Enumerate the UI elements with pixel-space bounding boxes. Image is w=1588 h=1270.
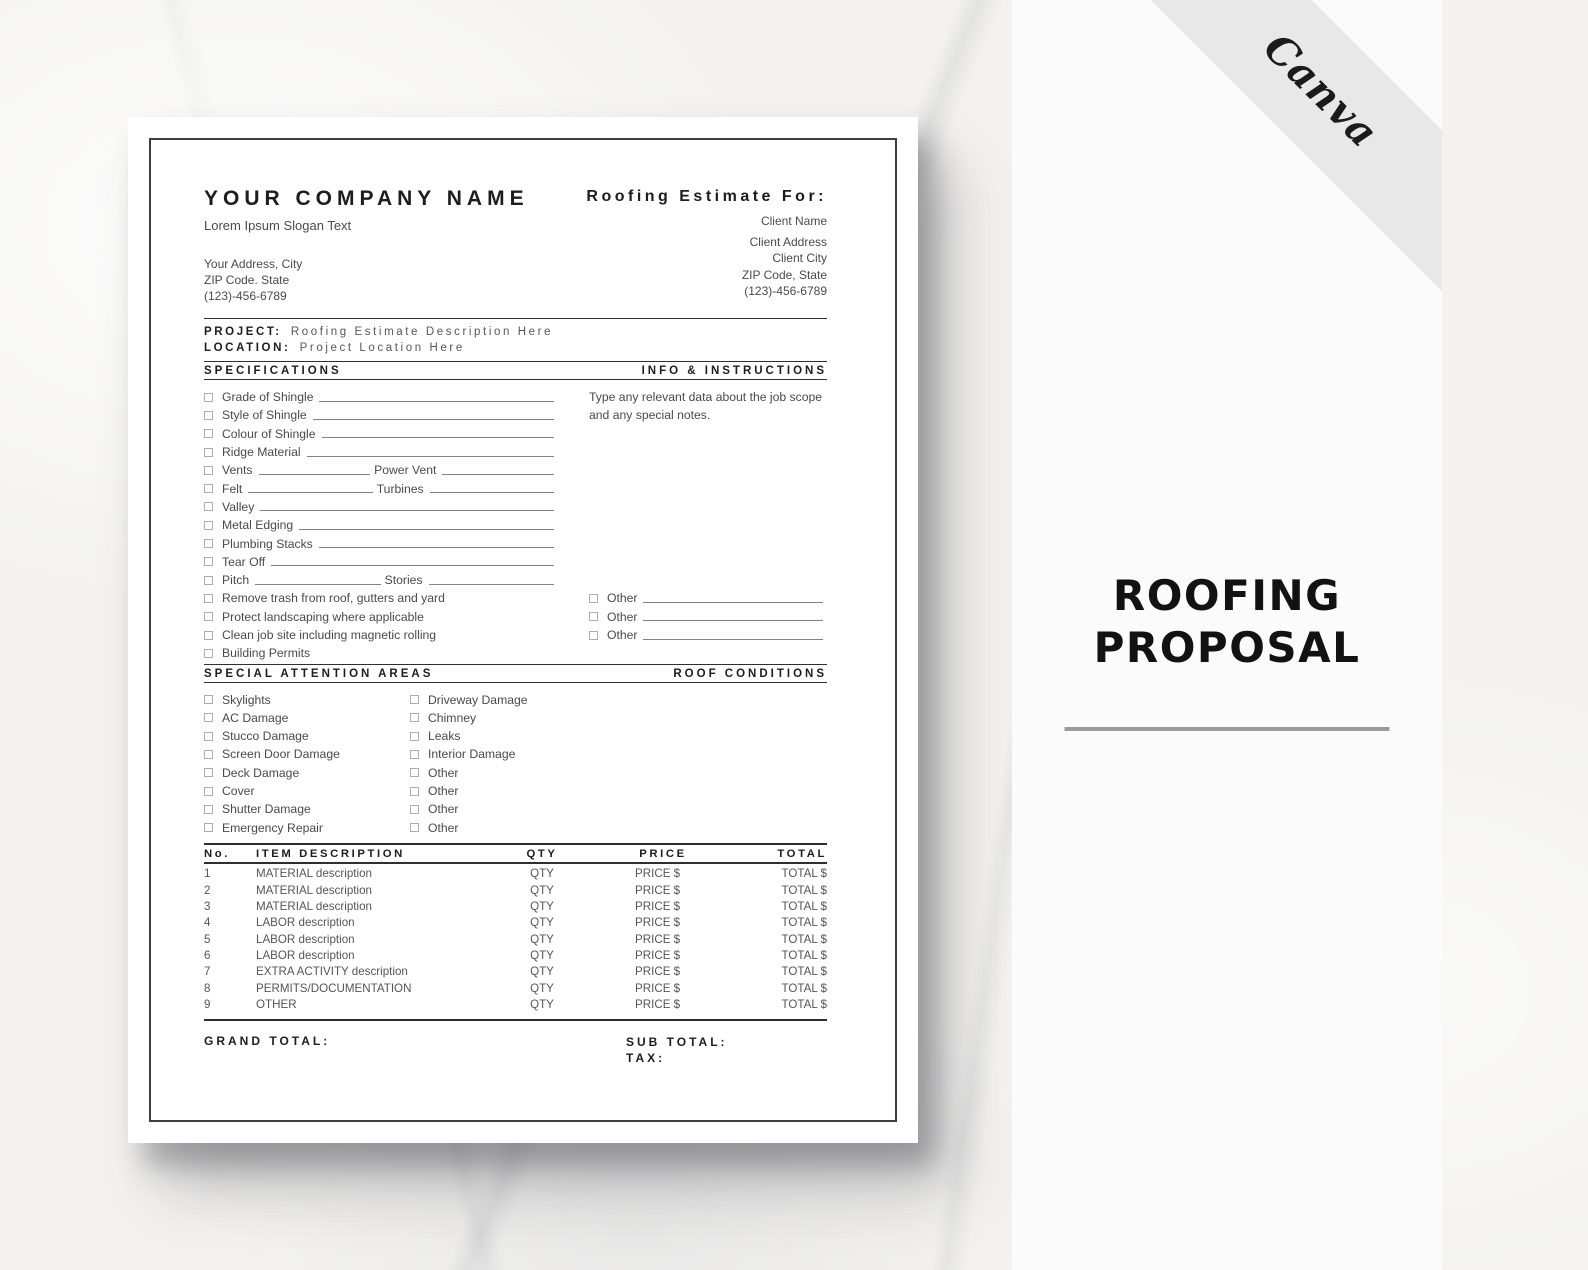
item-no: 7: [204, 965, 211, 979]
checkbox: [410, 750, 419, 759]
client-lines: [586, 213, 827, 300]
special-attention-label: Emergency Repair: [222, 820, 323, 835]
company-slogan: Lorem Ipsum Slogan Text: [204, 218, 352, 233]
spec-label: Ridge Material: [222, 445, 301, 460]
checkbox: [410, 787, 419, 796]
spec-row: [204, 534, 558, 552]
panel-title-divider: [1065, 727, 1390, 731]
project-value: Roofing Estimate Description Here: [290, 326, 554, 338]
spec-label: Turbines: [376, 481, 424, 496]
item-qty: QTY: [530, 900, 554, 914]
checkbox: [410, 805, 419, 814]
client-line: Client City: [772, 251, 827, 265]
special-attention-label: Other: [428, 802, 459, 817]
table-row: [204, 882, 827, 898]
info-note-line2: and any special notes.: [589, 408, 711, 423]
company-address-line1: Your Address, City: [204, 257, 303, 271]
checkbox: [410, 713, 419, 722]
spec-row: [204, 479, 558, 497]
special-attention-label: Cover: [222, 784, 255, 799]
special-attention-item: [204, 709, 410, 727]
special-attention-label: Chimney: [428, 710, 477, 725]
table-row: [204, 996, 827, 1012]
item-total: TOTAL $: [781, 867, 827, 881]
item-total: TOTAL $: [781, 997, 827, 1011]
item-no: 8: [204, 981, 211, 995]
item-no: 6: [204, 948, 211, 962]
item-no: 3: [204, 900, 211, 914]
item-total: TOTAL $: [781, 916, 827, 930]
blank-line: [255, 576, 380, 585]
spec-label: Vents: [222, 463, 253, 478]
blank-line: [429, 576, 554, 585]
project-label: PROJECT:: [204, 326, 282, 338]
special-attention-label: AC Damage: [222, 710, 289, 725]
location-line: [204, 341, 827, 357]
special-attention-label: Driveway Damage: [428, 692, 528, 707]
item-price: PRICE $: [635, 916, 681, 930]
rule-divider: [204, 318, 827, 319]
spec-row: [204, 626, 558, 644]
checkbox: [589, 594, 598, 603]
special-attention-item: [204, 727, 410, 745]
special-attention-item: [410, 800, 827, 818]
spec-row: [204, 498, 558, 516]
estimate-for-title: Roofing Estimate For:: [586, 188, 827, 205]
checkbox: [204, 713, 213, 722]
special-attention-col1: [204, 690, 410, 836]
blank-line: [307, 448, 554, 457]
col-header-total: TOTAL: [777, 848, 827, 861]
item-price: PRICE $: [635, 948, 681, 962]
specifications-area: [204, 388, 827, 662]
side-panel: [1012, 0, 1442, 1270]
blank-line: [643, 612, 823, 621]
checkbox: [204, 631, 213, 640]
spec-row: [204, 443, 558, 461]
totals-row: [204, 1030, 827, 1076]
col-header-no: No.: [204, 848, 230, 861]
spec-row: [204, 406, 558, 424]
special-attention-label: Stucco Damage: [222, 729, 309, 744]
spec-row: [204, 644, 558, 662]
info-instructions-title: INFO & INSTRUCTIONS: [641, 365, 827, 377]
company-phone: (123)-456-6789: [204, 289, 287, 303]
spec-label: Power Vent: [374, 463, 437, 478]
item-qty: QTY: [530, 948, 554, 962]
spec-row: [204, 553, 558, 571]
checkbox: [204, 576, 213, 585]
company-name: YOUR COMPANY NAME: [204, 187, 529, 210]
item-description: LABOR description: [256, 932, 355, 946]
item-no: 9: [204, 997, 211, 1011]
checkbox: [410, 732, 419, 741]
spacer: [589, 644, 827, 662]
item-price: PRICE $: [635, 883, 681, 897]
item-price: PRICE $: [635, 981, 681, 995]
blank-line: [643, 631, 823, 640]
special-attention-label: Leaks: [428, 729, 461, 744]
item-total: TOTAL $: [781, 981, 827, 995]
blank-line: [259, 466, 371, 475]
blank-line: [319, 393, 554, 402]
section-header-row: [204, 665, 827, 682]
other-checklist: [589, 589, 827, 644]
checkbox: [204, 539, 213, 548]
checkbox: [204, 649, 213, 658]
item-description: MATERIAL description: [256, 883, 372, 897]
spec-label: Colour of Shingle: [222, 426, 316, 441]
grand-total-label: GRAND TOTAL:: [204, 1033, 331, 1048]
document-page: [128, 117, 918, 1143]
canva-ribbon-label: Canva: [1254, 23, 1388, 157]
company-block: [204, 186, 529, 304]
blank-line: [260, 502, 554, 511]
checkbox: [204, 429, 213, 438]
table-row: [204, 964, 827, 980]
item-description: OTHER: [256, 997, 297, 1011]
special-attention-label: Skylights: [222, 692, 271, 707]
client-line: ZIP Code, State: [741, 267, 827, 282]
blank-line: [319, 539, 554, 548]
tax-label: TAX:: [626, 1051, 666, 1065]
special-attention-label: Other: [428, 784, 459, 799]
item-price: PRICE $: [635, 965, 681, 979]
estimate-for-block: [586, 186, 827, 300]
document-content: [151, 140, 895, 1120]
item-description: LABOR description: [256, 948, 355, 962]
special-attention-item: [410, 727, 827, 745]
checkbox: [589, 612, 598, 621]
blank-line: [430, 484, 554, 493]
item-price: PRICE $: [635, 867, 681, 881]
item-description: MATERIAL description: [256, 900, 372, 914]
blank-line: [299, 521, 554, 530]
spec-row: [204, 571, 558, 589]
checkbox: [204, 695, 213, 704]
project-line: [204, 325, 827, 341]
blank-line: [248, 484, 372, 493]
spec-label: Metal Edging: [222, 518, 294, 533]
checkbox: [204, 557, 213, 566]
rule-divider: [204, 379, 827, 380]
other-row: [589, 626, 827, 644]
special-attention-item: [204, 764, 410, 782]
special-attention-label: Screen Door Damage: [222, 747, 340, 762]
spec-label: Clean job site including magnetic rolling: [222, 628, 437, 642]
other-row: [589, 589, 827, 607]
panel-title: [1012, 570, 1442, 674]
spec-label: Pitch: [222, 573, 250, 588]
checkbox: [410, 768, 419, 777]
spec-row: [204, 461, 558, 479]
panel-title-line2: PROPOSAL: [1093, 623, 1361, 672]
other-label: Other: [607, 628, 638, 642]
item-qty: QTY: [530, 997, 554, 1011]
item-qty: QTY: [530, 916, 554, 930]
special-attention-item: [204, 690, 410, 708]
location-value: Project Location Here: [299, 341, 465, 354]
blank-line: [643, 594, 823, 603]
item-no: 2: [204, 883, 211, 897]
panel-title-line1: ROOFING: [1112, 571, 1342, 620]
table-row: [204, 931, 827, 947]
special-attention-col2: [410, 690, 827, 836]
table-row: [204, 898, 827, 914]
spec-label: Remove trash from roof, gutters and yard: [222, 591, 445, 606]
items-table-header: [204, 845, 827, 862]
section-header-row: [204, 362, 827, 379]
item-qty: QTY: [530, 867, 554, 881]
checkbox: [589, 631, 598, 640]
client-line: (123)-456-6789: [744, 284, 827, 298]
table-row: [204, 866, 827, 882]
items-table-body: [204, 864, 827, 1013]
special-attention-area: [204, 690, 827, 836]
spec-label: Stories: [384, 573, 423, 588]
special-attention-label: Interior Damage: [428, 747, 516, 762]
specification-checklist: [204, 388, 558, 662]
blank-line: [313, 411, 554, 420]
client-line: Client Name: [760, 214, 827, 228]
special-attention-item: [410, 819, 827, 837]
special-attention-item: [410, 709, 827, 727]
table-row: [204, 947, 827, 963]
special-attention-item: [204, 745, 410, 763]
info-note-line1: Type any relevant data about the job scope: [589, 390, 823, 404]
roof-conditions-title: ROOF CONDITIONS: [673, 668, 827, 681]
specifications-title: SPECIFICATIONS: [204, 365, 342, 377]
checkbox: [204, 484, 213, 493]
special-attention-item: [410, 764, 827, 782]
checkbox: [204, 521, 213, 530]
other-label: Other: [607, 609, 638, 624]
info-instructions-column: [589, 388, 827, 662]
special-attention-item: [204, 782, 410, 800]
item-price: PRICE $: [635, 997, 681, 1011]
checkbox: [204, 448, 213, 457]
checkbox: [204, 612, 213, 621]
item-total: TOTAL $: [781, 883, 827, 897]
item-description: LABOR description: [256, 916, 355, 930]
special-attention-label: Deck Damage: [222, 765, 300, 780]
table-row: [204, 980, 827, 996]
rule-divider: [204, 1019, 827, 1021]
spec-label: Grade of Shingle: [222, 390, 314, 405]
subtotal-label: SUB TOTAL:: [626, 1034, 728, 1049]
item-qty: QTY: [530, 883, 554, 897]
subtotal-tax-block: [626, 1034, 728, 1067]
spec-label: Plumbing Stacks: [222, 536, 313, 551]
col-header-qty: QTY: [526, 848, 558, 861]
checkbox: [204, 411, 213, 420]
spec-row: [204, 425, 558, 443]
special-attention-item: [410, 782, 827, 800]
other-row: [589, 608, 827, 626]
item-no: 1: [204, 867, 211, 881]
spec-row: [204, 388, 558, 406]
item-qty: QTY: [530, 965, 554, 979]
checkbox: [410, 823, 419, 832]
spec-label: Felt: [222, 481, 243, 496]
item-description: MATERIAL description: [256, 867, 372, 881]
special-attention-item: [410, 745, 827, 763]
spec-label: Style of Shingle: [222, 408, 307, 423]
info-note: [589, 388, 827, 424]
spec-label: Building Permits: [222, 646, 311, 661]
company-address-line2: ZIP Code. State: [204, 273, 290, 287]
col-header-description: ITEM DESCRIPTION: [256, 848, 405, 861]
special-attention-label: Other: [428, 820, 459, 835]
special-attention-label: Shutter Damage: [222, 802, 311, 817]
checkbox: [204, 823, 213, 832]
blank-line: [442, 466, 554, 475]
item-total: TOTAL $: [781, 932, 827, 946]
spec-label: Protect landscaping where applicable: [222, 609, 424, 624]
item-total: TOTAL $: [781, 948, 827, 962]
spec-label: Tear Off: [222, 554, 266, 569]
item-description: EXTRA ACTIVITY description: [256, 965, 408, 979]
item-no: 4: [204, 916, 211, 930]
checkbox: [204, 787, 213, 796]
spec-row: [204, 608, 558, 626]
special-attention-label: Other: [428, 765, 459, 780]
col-header-price: PRICE: [639, 848, 687, 861]
special-attention-item: [410, 690, 827, 708]
item-total: TOTAL $: [781, 965, 827, 979]
item-total: TOTAL $: [781, 900, 827, 914]
checkbox: [204, 393, 213, 402]
checkbox: [204, 750, 213, 759]
spec-label: Valley: [222, 499, 255, 514]
spec-row: [204, 589, 558, 607]
blank-line: [271, 557, 554, 566]
special-attention-item: [204, 819, 410, 837]
item-price: PRICE $: [635, 932, 681, 946]
location-label: LOCATION:: [204, 341, 291, 354]
checkbox: [204, 594, 213, 603]
table-row: [204, 915, 827, 931]
item-qty: QTY: [530, 981, 554, 995]
client-line: Client Address: [749, 234, 827, 249]
special-attention-title: SPECIAL ATTENTION AREAS: [204, 668, 434, 681]
item-description: PERMITS/DOCUMENTATION: [256, 981, 412, 995]
other-label: Other: [607, 591, 638, 606]
checkbox: [204, 768, 213, 777]
item-no: 5: [204, 932, 211, 946]
canva-ribbon: [1127, 0, 1442, 344]
item-qty: QTY: [530, 932, 554, 946]
company-address: [204, 256, 529, 304]
special-attention-item: [204, 800, 410, 818]
document-border: [149, 138, 897, 1122]
spec-row: [204, 516, 558, 534]
blank-line: [322, 429, 555, 438]
checkbox: [204, 805, 213, 814]
item-price: PRICE $: [635, 900, 681, 914]
checkbox: [410, 695, 419, 704]
document-header: [204, 186, 827, 304]
checkbox: [204, 502, 213, 511]
checkbox: [204, 732, 213, 741]
checkbox: [204, 466, 213, 475]
rule-divider: [204, 682, 827, 683]
